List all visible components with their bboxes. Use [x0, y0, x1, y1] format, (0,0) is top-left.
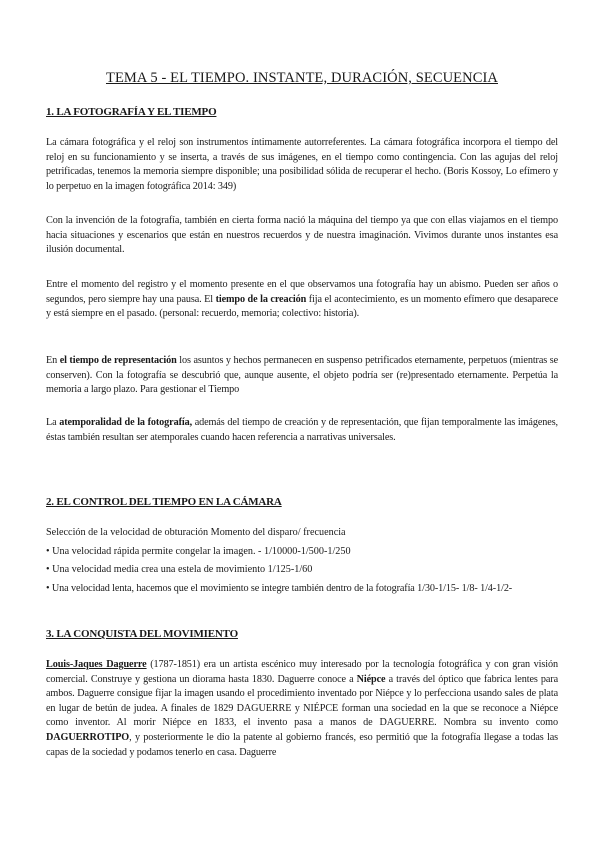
section-1-paragraph-5 — [46, 416, 558, 445]
p3-bold-term: tiempo de la creación — [215, 293, 307, 305]
p3-text-a: Entre el momento del registro y el momento presente en el que observamos una fotografía hay un abismo. Pueden ser años o segundos, pero siempre hay una pausa. El — [46, 279, 558, 305]
section-1-paragraph-2: Con la invención de la fotografía, también en cierta forma nació la máquina del tiempo ya que con ellas viajamos en el tiempo hacia situaciones y escenarios que están en nuestros recuerdos y de nuestra imaginación. Vivimos durante unos instantes esa ilusión documental. — [46, 215, 558, 256]
p4-bold-term: el tiempo de representación — [59, 355, 177, 366]
section-1-paragraph-3 — [46, 278, 558, 322]
section-2-heading: 2. EL CONTROL DEL TIEMPO EN LA CÁMARA — [46, 496, 282, 508]
s3-text-b: (1787-1851) era un artista escénico muy interesado por la tecnología fotográfica y con gran visión comercial. Construye y gestiona un diorama hasta 1830. Daguerre conoce a — [46, 659, 558, 685]
p5-text-a: La — [46, 417, 60, 428]
s3-text-f: , y posteriormente le dio la patente al gobierno francés, eso permitió que la fotografía llegase a todas las capas de la sociedad y podamos tenerlo en casa. Daguerre — [46, 731, 558, 758]
p4-text-a: En — [46, 355, 60, 366]
section-1-heading: 1. LA FOTOGRAFÍA Y EL TIEMPO — [46, 106, 217, 118]
section-3-paragraph-1 — [46, 658, 558, 760]
section-3-heading: 3. LA CONQUISTA DEL MOVIMIENTO — [46, 628, 238, 640]
p5-text-c: además del tiempo de creación y de representación, que fijan temporalmente las imágenes, éstas también resultan ser atemporales cuando hacen referencia a narrativas universales. — [46, 417, 559, 443]
document-title: TEMA 5 - EL TIEMPO. INSTANTE, DURACIÓN, SECUENCIA — [105, 70, 498, 86]
section-1-paragraph-4 — [46, 354, 558, 398]
list-item: • Una velocidad rápida permite congelar la imagen. - 1/10000-1/500-1/250 — [46, 546, 351, 557]
list-item: • Una velocidad lenta, hacemos que el movimiento se integre también dentro de la fotografía 1/30-1/15- 1/8- 1/4-1/2- — [46, 583, 513, 594]
list-item: • Una velocidad media crea una estela de movimiento 1/125-1/60 — [46, 564, 313, 575]
daguerrotipo-term: DAGUERROTIPO — [46, 731, 130, 743]
section-2-intro: Selección de la velocidad de obturación Momento del disparo/ frecuencia — [46, 527, 346, 538]
s3-text-d: a través del óptico que fabrica lentes para ambos. Daguerre consigue fijar la imagen usando el procedimiento inventado por Niépce y lo perfecciona usando sales de plata en lugar de betún de judea. A finales de 1829 DAGUERRE y NIÉPCE forman una sociedad en la que se reconoce a Niépce como inventor. Al morir Niépce en 1833, el invento pasa a manos de DAGUERRE. Nombra su invento como — [46, 673, 559, 729]
daguerre-name: Louis-Jaques Daguerre — [46, 659, 147, 670]
p3-text-c: fija el acontecimiento, es un momento efímero que desaparece y está siempre en el pasado. (personal: recuerdo, memoria; colectivo: historia). — [46, 293, 558, 320]
section-1-paragraph-1: La cámara fotográfica y el reloj son instrumentos íntimamente autorreferentes. La cámara fotográfica incorpora el tiempo del reloj en su funcionamiento y se inserta, a través de sus imágenes, en el tiempo como contingencia. Con las agujas del reloj petrificadas, tenemos la memoria siempre disponible; una posibilidad sólida de recuperar el hecho. (Boris Kossoy, Lo efímero y lo perpetuo en la imagen fotográfica 2014: 349) — [46, 137, 558, 192]
p5-bold-term: atemporalidad de la fotografía, — [59, 417, 193, 428]
p4-text-c: los asuntos y hechos permanecen en suspenso petrificados eternamente, perpetuos (mientras se conserven). Con la fotografía se descubrió que, aunque ausente, el objeto podría ser (re)presentado eternamente. Perpetúa la memoria a largo plazo. Para gestionar el Tiempo — [46, 355, 558, 396]
niepce-name: Niépce — [356, 673, 386, 685]
